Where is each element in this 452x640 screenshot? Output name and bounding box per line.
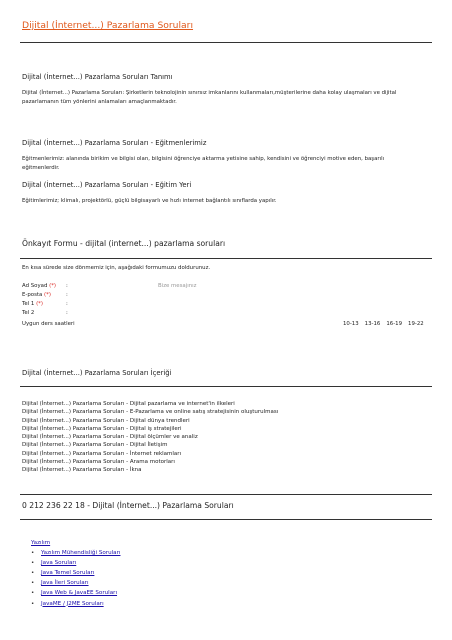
related-links (31, 538, 120, 609)
email-colon: : (66, 292, 68, 298)
venue-text: Eğitimlerimiz; klimalı, projektörlü, güçlü bilgisayarlı ve hızlı internet bağlantılı sınıflarda yapılır. (22, 198, 277, 204)
phone2-label: Tel 2 (22, 310, 35, 316)
phone2-colon: : (66, 310, 68, 316)
form-heading: Önkayıt Formu - dijital (internet...) pazarlama soruları (22, 239, 226, 248)
phone1-input[interactable] (74, 299, 149, 308)
bullet-icon: • (31, 570, 35, 577)
hour-slots (343, 321, 424, 327)
email-input[interactable] (74, 290, 149, 299)
email-label (22, 292, 51, 298)
definition-heading: Dijital (İnternet...) Pazarlama Soruları Tanımı (22, 73, 173, 81)
list-item: Dijital (İnternet...) Pazarlama Soruları - İkna (22, 467, 142, 474)
required-mark: (*) (36, 301, 43, 307)
list-item: Dijital (İnternet...) Pazarlama Soruları - Dijital İletişim (22, 442, 168, 449)
name-input[interactable] (74, 281, 149, 290)
list-item: Dijital (İnternet...) Pazarlama Soruları - E-Pazarlama ve online satış stratejisinin oluşturulması (22, 409, 279, 416)
trainers-heading: Dijital (İnternet...) Pazarlama Soruları - Eğitmenlerimiz (22, 139, 207, 147)
phone2-input[interactable] (74, 308, 149, 317)
trainers-text: Eğitmenlerimiz: alanında birikim ve bilgisi olan, bilgisini öğrenciye aktarma yetisine sahip, kendisini ve öğrenciyi motive eden, başarılı eğitmenlerdir. (22, 156, 385, 171)
hour-slot-option[interactable]: 13-16 (364, 321, 381, 327)
hours-label: Uygun ders saatleri (22, 321, 75, 327)
phone1-label-text: Tel 1 (22, 301, 35, 307)
divider (20, 258, 432, 259)
link-java-sorulari[interactable]: Java Soruları (41, 560, 77, 567)
bullet-icon: • (31, 600, 35, 607)
link-java-web-javaee[interactable]: Java Web & JavaEE Soruları (41, 590, 118, 597)
list-item: Dijital (İnternet...) Pazarlama Soruları - Arama motorları (22, 459, 175, 466)
message-textarea[interactable]: Bize mesajınız (158, 283, 197, 289)
venue-heading: Dijital (İnternet...) Pazarlama Soruları - Eğitim Yeri (22, 181, 192, 189)
list-item: Dijital (İnternet...) Pazarlama Soruları - İnternet reklamları (22, 450, 182, 457)
link-java-temel[interactable]: Java Temel Soruları (41, 570, 95, 577)
bullet-icon: • (31, 580, 35, 587)
phone1-colon: : (66, 301, 68, 307)
name-label (22, 283, 56, 289)
link-java-ileri[interactable]: Java İleri Soruları (41, 580, 89, 587)
hour-slot-option[interactable]: 10-13 (343, 321, 359, 327)
form-intro: En kısa sürede size dönmemiz için, aşağıdaki formumuzu doldurunuz. (22, 265, 211, 271)
divider (20, 42, 432, 43)
bullet-icon: • (31, 560, 35, 567)
contact-phone: 0 212 236 22 18 - Dijital (İnternet...) Pazarlama Soruları (22, 501, 234, 510)
required-mark: (*) (44, 292, 51, 298)
divider (20, 494, 432, 495)
email-label-text: E-posta (22, 292, 43, 298)
required-mark: (*) (49, 283, 56, 289)
contents-list (22, 400, 278, 475)
bullet-icon: • (31, 590, 35, 597)
name-label-text: Ad Soyad (22, 283, 48, 289)
name-colon: : (66, 283, 68, 289)
link-yazilim-muhendisligi[interactable]: Yazılım Mühendisliği Soruları (41, 550, 121, 557)
link-javame-j2me[interactable]: JavaME / J2ME Soruları (41, 600, 104, 607)
divider (20, 519, 432, 520)
bullet-icon: • (31, 550, 35, 557)
definition-text: Dijital (İnternet...) Pazarlama Soruları: Şirketlerin teknolojinin sınırsız imkanlarını kullanmaları,müşterilerine daha kolay ulaşmaları ve dijital pazarlamanın tüm yönlerini anlamaları amaçlanmaktadır. (22, 90, 397, 105)
hour-slot-option[interactable]: 16-19 (386, 321, 403, 327)
list-item: Dijital (İnternet...) Pazarlama Soruları - Dijital pazarlama ve internet'in ilkeleri (22, 401, 235, 407)
hour-slot-option[interactable]: 19-22 (408, 321, 424, 327)
list-item: Dijital (İnternet...) Pazarlama Soruları - Dijital iş stratejileri (22, 425, 182, 432)
phone1-label (22, 301, 43, 307)
contents-heading: Dijital (İnternet...) Pazarlama Soruları İçeriği (22, 369, 172, 377)
divider (20, 386, 432, 387)
page-title-link[interactable]: Dijital (İnternet...) Pazarlama Soruları (22, 20, 194, 31)
list-item: Dijital (İnternet...) Pazarlama Soruları - Dijital ölçümler ve analiz (22, 434, 198, 441)
list-item: Dijital (İnternet...) Pazarlama Soruları - Dijital dünya trendleri (22, 417, 190, 424)
link-yazilim[interactable]: Yazılım (31, 540, 51, 546)
